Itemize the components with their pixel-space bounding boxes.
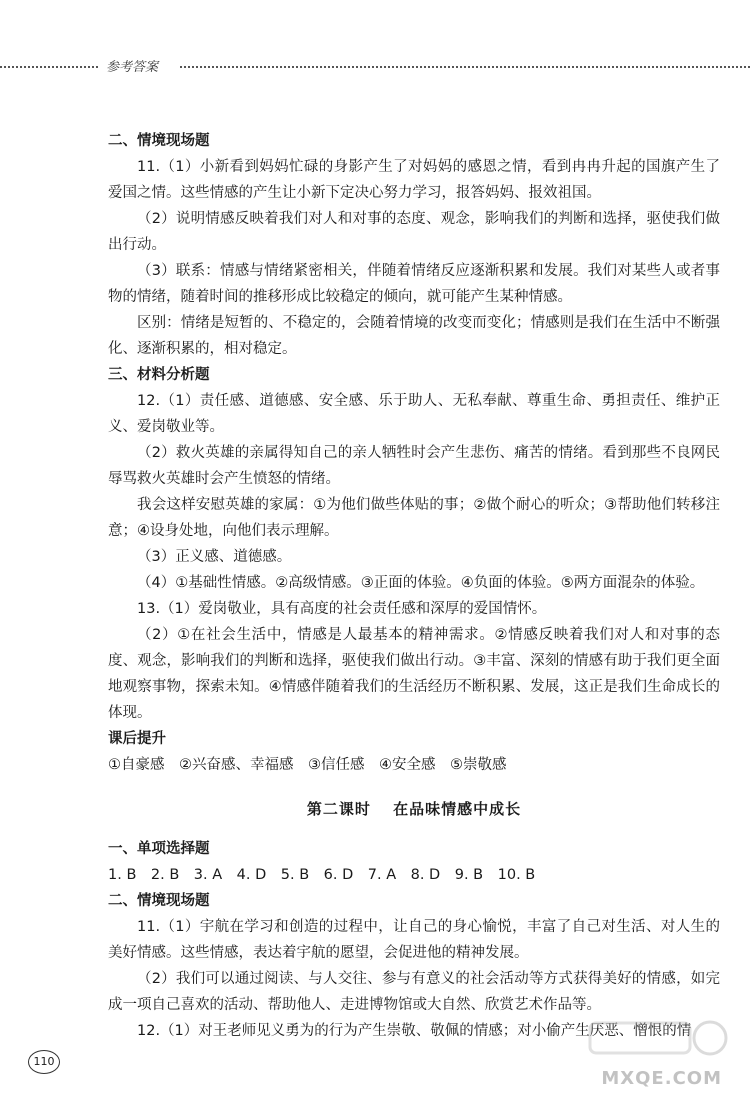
answer-13-1: 13.（1）爱岗敬业，具有高度的社会责任感和深厚的爱国情怀。 bbox=[137, 601, 547, 617]
answer-content bbox=[108, 128, 720, 1044]
section-heading-single-choice: 一、单项选择题 bbox=[108, 841, 210, 857]
header-label: 参考答案 bbox=[106, 60, 159, 75]
answer-12-2-comfort: 我会这样安慰英雄的家属：①为他们做些体贴的事；②做个耐心的听众；③帮助他们转移注意；④设身处地，向他们表示理解。 bbox=[108, 497, 720, 539]
lesson-title-topic: 在品味情感中成长 bbox=[393, 800, 522, 818]
section-heading-material: 三、材料分析题 bbox=[108, 367, 210, 383]
answer-12-1: 12.（1）责任感、道德感、安全感、乐于助人、无私奉献、尊重生命、勇担责任、维护正义、爱岗敬业等。 bbox=[108, 393, 720, 435]
answer-11-1: 11.（1）小新看到妈妈忙碌的身影产生了对妈妈的感恩之情，看到冉冉升起的国旗产生了爱国之情。这些情感的产生让小新下定决心努力学习，报答妈妈、报效祖国。 bbox=[108, 159, 720, 201]
answer-11-difference: 区别：情绪是短暂的、不稳定的，会随着情境的改变而变化；情感则是我们在生活中不断强化、逐渐积累的，相对稳定。 bbox=[108, 315, 720, 357]
answer-11-3: （3）联系：情感与情绪紧密相关，伴随着情绪反应逐渐积累和发展。我们对某些人或者事物的情绪，随着时间的推移形成比较稳定的倾向，就可能产生某种情感。 bbox=[108, 263, 720, 305]
lesson-title bbox=[108, 796, 720, 822]
answer-2-11-1: 11.（1）宇航在学习和创造的过程中，让自己的身心愉悦，丰富了自己对生活、对人生的美好情感。这些情感，表达着宇航的愿望，会促进他的精神发展。 bbox=[108, 919, 720, 961]
section-heading-situation: 二、情境现场题 bbox=[108, 133, 210, 149]
page-number-badge: 110 bbox=[28, 1050, 60, 1074]
header-dotted-rule-left bbox=[0, 66, 98, 68]
section-heading-after-class: 课后提升 bbox=[108, 731, 166, 747]
answer-12-2: （2）救火英雄的亲属得知自己的亲人牺牲时会产生悲伤、痛苦的情绪。看到那些不良网民辱骂救火英雄时会产生愤怒的情绪。 bbox=[108, 445, 720, 487]
answer-12-3: （3）正义感、道德感。 bbox=[137, 549, 292, 565]
answer-13-2: （2）①在社会生活中，情感是人最基本的精神需求。②情感反映着我们对人和对事的态度、观念，影响我们的判断和选择，驱使我们做出行动。③丰富、深刻的情感有助于我们更全面地观察事物，探索未知。④情感伴随着我们的生活经历不断积累、发展，这正是我们生命成长的体现。 bbox=[108, 627, 720, 721]
section-heading-situation-2: 二、情境现场题 bbox=[108, 893, 210, 909]
page-header bbox=[0, 52, 750, 82]
answer-after-class: ①自豪感 ②兴奋感、幸福感 ③信任感 ④安全感 ⑤崇敬感 bbox=[108, 757, 507, 773]
lesson-title-period: 第二课时 bbox=[306, 800, 371, 818]
answer-2-12-1: 12.（1）对王老师见义勇为的行为产生崇敬、敬佩的情感；对小偷产生厌恶、憎恨的情 bbox=[137, 1023, 692, 1039]
header-dotted-rule-right bbox=[180, 66, 750, 68]
watermark-text: MXQE.COM bbox=[601, 1068, 722, 1089]
single-choice-answers: 1. B 2. B 3. A 4. D 5. B 6. D 7. A 8. D 9. B 10. B bbox=[108, 867, 536, 883]
answer-2-11-2: （2）我们可以通过阅读、与人交往、参与有意义的社会活动等方式获得美好的情感，如完成一项自己喜欢的活动、帮助他人、走进博物馆或大自然、欣赏艺术作品等。 bbox=[108, 971, 720, 1013]
answer-12-4: （4）①基础性情感。②高级情感。③正面的体验。④负面的体验。⑤两方面混杂的体验。 bbox=[137, 575, 705, 591]
answer-11-2: （2）说明情感反映着我们对人和对事的态度、观念，影响我们的判断和选择，驱使我们做出行动。 bbox=[108, 211, 720, 253]
